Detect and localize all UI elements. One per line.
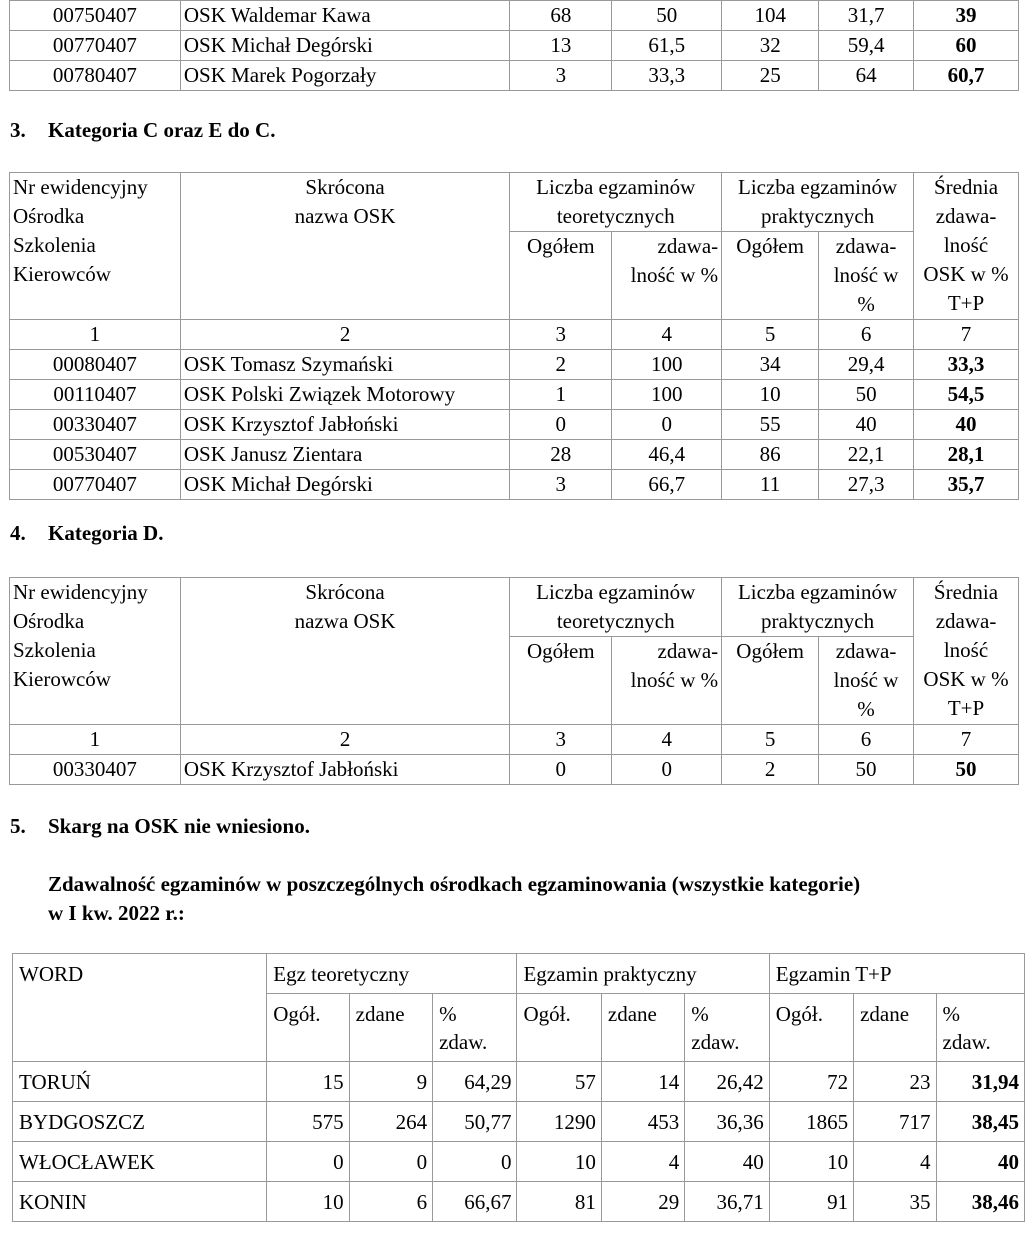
header-line: Średnia (933, 580, 999, 604)
practice-pass-rate-cell: 22,1 (819, 440, 914, 470)
header-line: Średnia (933, 175, 999, 199)
header-line: Kierowców (13, 262, 111, 286)
practice-total-cell: 55 (722, 410, 819, 440)
word-name-cell: KONIN (13, 1182, 267, 1222)
theory-passed-cell: 9 (349, 1062, 432, 1102)
registry-number-cell: 00330407 (10, 755, 181, 785)
theory-total-cell: 1 (510, 380, 612, 410)
word-name-cell: BYDGOSZCZ (13, 1102, 267, 1142)
header-line: % (942, 1002, 960, 1026)
osk-name-cell: OSK Tomasz Szymański (180, 350, 509, 380)
header-line: lność w % (630, 668, 719, 692)
header-practice-pass-rate (819, 232, 914, 320)
header-row (13, 954, 1025, 994)
table-row (10, 440, 1019, 470)
combined-passed-cell: 23 (854, 1062, 936, 1102)
table-row (13, 1102, 1025, 1142)
practice-pass-rate-cell: 50 (819, 755, 914, 785)
practice-total-cell: 86 (722, 440, 819, 470)
practice-total-cell: 32 (722, 31, 819, 61)
header-line: nazwa OSK (294, 609, 396, 633)
header-line: teoretycznych (556, 204, 675, 228)
practice-total-cell: 104 (722, 1, 819, 31)
header-line: zdawa- (657, 639, 719, 663)
header-row (10, 578, 1019, 637)
header-line: Kierowców (13, 667, 111, 691)
theory-total-cell: 28 (510, 440, 612, 470)
theory-pass-rate-cell: 50 (612, 1, 722, 31)
theory-total-cell: 0 (510, 410, 612, 440)
column-number-cell: 1 (10, 725, 181, 755)
theory-percent-cell: 66,67 (433, 1182, 517, 1222)
combined-percent-cell: 31,94 (936, 1062, 1025, 1102)
theory-total-cell: 3 (510, 470, 612, 500)
table-row (13, 1142, 1025, 1182)
osk-name-cell: OSK Krzysztof Jabłoński (180, 755, 509, 785)
combined-passed-cell: 4 (854, 1142, 936, 1182)
table-row (10, 470, 1019, 500)
header-theory-pass-rate (612, 232, 722, 320)
theory-total-cell: 68 (510, 1, 612, 31)
average-pass-rate-cell: 54,5 (914, 380, 1019, 410)
header-line: zdaw. (691, 1030, 740, 1054)
theory-total-cell: 2 (510, 350, 612, 380)
header-line: lność (943, 233, 989, 257)
word-name-cell: TORUŃ (13, 1062, 267, 1102)
header-total: Ogół. (267, 994, 349, 1062)
header-line: Liczba egzaminów (738, 175, 898, 199)
header-passed: zdane (854, 994, 936, 1062)
header-average-pass-rate (914, 173, 1019, 320)
osk-table-continued (9, 0, 1019, 91)
header-line: Liczba egzaminów (536, 580, 696, 604)
theory-passed-cell: 6 (349, 1182, 432, 1222)
theory-pass-rate-cell: 46,4 (612, 440, 722, 470)
practice-total-cell: 81 (517, 1182, 601, 1222)
header-theory-exams (510, 173, 722, 232)
column-number-cell: 4 (612, 725, 722, 755)
table-row (10, 31, 1019, 61)
word-pass-rate-table (12, 953, 1025, 1222)
theory-percent-cell: 50,77 (433, 1102, 517, 1142)
header-line: Szkolenia (13, 233, 96, 257)
header-passed: zdane (349, 994, 432, 1062)
practice-passed-cell: 29 (601, 1182, 684, 1222)
header-line: Skrócona (305, 580, 385, 604)
osk-name-cell: OSK Michał Degórski (180, 470, 509, 500)
category-d-table (9, 577, 1019, 785)
practice-total-cell: 2 (722, 755, 819, 785)
average-pass-rate-cell: 28,1 (914, 440, 1019, 470)
practice-total-cell: 10 (722, 380, 819, 410)
category-c-table (9, 172, 1019, 500)
section-4-heading: 4. Kategoria D. (10, 521, 164, 545)
combined-passed-cell: 35 (854, 1182, 936, 1222)
header-pass-percent (433, 994, 517, 1062)
header-line: OSK w % (923, 262, 1009, 286)
header-total: Ogół. (769, 994, 853, 1062)
column-number-cell: 7 (914, 725, 1019, 755)
header-line: Nr ewidencyjny (13, 580, 148, 604)
theory-pass-rate-cell: 100 (612, 380, 722, 410)
theory-total-cell: 15 (267, 1062, 349, 1102)
average-pass-rate-cell: 35,7 (914, 470, 1019, 500)
registry-number-cell: 00080407 (10, 350, 181, 380)
theory-total-cell: 10 (267, 1182, 349, 1222)
practice-percent-cell: 26,42 (685, 1062, 769, 1102)
practice-pass-rate-cell: 40 (819, 410, 914, 440)
practice-total-cell: 1290 (517, 1102, 601, 1142)
header-row (10, 173, 1019, 232)
average-pass-rate-cell: 39 (914, 1, 1019, 31)
combined-total-cell: 91 (769, 1182, 853, 1222)
header-line: % (691, 1002, 709, 1026)
theory-total-cell: 3 (510, 61, 612, 91)
header-combined-exam: Egzamin T+P (769, 954, 1024, 994)
header-line: zdawa- (835, 234, 897, 258)
header-line: lność w (833, 668, 899, 692)
column-number-cell: 4 (612, 320, 722, 350)
theory-percent-cell: 0 (433, 1142, 517, 1182)
header-line: Ośrodka (13, 204, 85, 228)
practice-pass-rate-cell: 29,4 (819, 350, 914, 380)
theory-percent-cell: 64,29 (433, 1062, 517, 1102)
header-practice-total: Ogółem (722, 637, 819, 725)
header-word: WORD (13, 954, 267, 1062)
header-line: praktycznych (761, 204, 875, 228)
theory-pass-rate-cell: 61,5 (612, 31, 722, 61)
registry-number-cell: 00110407 (10, 380, 181, 410)
header-line: praktycznych (761, 609, 875, 633)
combined-total-cell: 10 (769, 1142, 853, 1182)
practice-total-cell: 11 (722, 470, 819, 500)
header-line: teoretycznych (556, 609, 675, 633)
osk-name-cell: OSK Michał Degórski (180, 31, 510, 61)
header-line: zdawa- (935, 609, 997, 633)
combined-percent-cell: 40 (936, 1142, 1025, 1182)
table-row (10, 61, 1019, 91)
table-row (13, 1182, 1025, 1222)
column-number-cell: 5 (722, 320, 819, 350)
theory-pass-rate-cell: 33,3 (612, 61, 722, 91)
table-row (10, 755, 1019, 785)
registry-number-cell: 00750407 (10, 1, 181, 31)
column-number-cell: 2 (180, 725, 509, 755)
column-number-cell: 6 (819, 320, 914, 350)
column-number-row (10, 320, 1019, 350)
header-line: Liczba egzaminów (737, 580, 898, 604)
word-name-cell: WŁOCŁAWEK (13, 1142, 267, 1182)
header-theory-exams (510, 578, 722, 637)
column-number-row (10, 725, 1019, 755)
practice-passed-cell: 4 (601, 1142, 684, 1182)
header-line: zdaw. (942, 1030, 991, 1054)
header-passed: zdane (601, 994, 684, 1062)
theory-pass-rate-cell: 66,7 (612, 470, 722, 500)
header-line: % (439, 1002, 457, 1026)
practice-total-cell: 10 (517, 1142, 601, 1182)
header-osk-name (180, 578, 509, 725)
header-line: zdaw. (439, 1030, 488, 1054)
header-pass-percent (685, 994, 769, 1062)
practice-passed-cell: 453 (601, 1102, 684, 1142)
osk-name-cell: OSK Janusz Zientara (180, 440, 509, 470)
header-line: % (857, 697, 875, 721)
theory-pass-rate-cell: 0 (612, 410, 722, 440)
theory-passed-cell: 264 (349, 1102, 432, 1142)
section-6-heading: Zdawalność egzaminów w poszczególnych ośrodkach egzaminowania (wszystkie kategorie) w I kw. 2022 r.: (48, 872, 861, 925)
header-practice-exam: Egzamin praktyczny (517, 954, 769, 994)
header-line: zdawa- (935, 204, 997, 228)
practice-percent-cell: 40 (685, 1142, 769, 1182)
registry-number-cell: 00770407 (10, 31, 181, 61)
registry-number-cell: 00770407 (10, 470, 181, 500)
header-line: T+P (947, 291, 985, 315)
theory-passed-cell: 0 (349, 1142, 432, 1182)
header-practice-exams (722, 578, 914, 637)
theory-total-cell: 575 (267, 1102, 349, 1142)
section-5-heading: 5. Skarg na OSK nie wniesiono. (10, 814, 310, 838)
osk-name-cell: OSK Waldemar Kawa (180, 1, 510, 31)
header-practice-total: Ogółem (722, 232, 819, 320)
theory-pass-rate-cell: 100 (612, 350, 722, 380)
column-number-cell: 2 (180, 320, 509, 350)
average-pass-rate-cell: 60 (914, 31, 1019, 61)
header-line: lność (943, 638, 989, 662)
practice-total-cell: 57 (517, 1062, 601, 1102)
practice-passed-cell: 14 (601, 1062, 684, 1102)
theory-pass-rate-cell: 0 (612, 755, 722, 785)
column-number-cell: 6 (819, 725, 914, 755)
header-line: nazwa OSK (294, 204, 396, 228)
average-pass-rate-cell: 40 (914, 410, 1019, 440)
theory-total-cell: 0 (510, 755, 612, 785)
practice-percent-cell: 36,36 (685, 1102, 769, 1142)
practice-pass-rate-cell: 31,7 (819, 1, 914, 31)
header-line: T+P (947, 696, 985, 720)
table-row (13, 1062, 1025, 1102)
table-row (10, 410, 1019, 440)
practice-total-cell: 25 (722, 61, 819, 91)
header-registry-number (10, 578, 181, 725)
header-registry-number (10, 173, 181, 320)
table-row (10, 1, 1019, 31)
column-number-cell: 3 (510, 320, 612, 350)
header-practice-pass-rate (819, 637, 914, 725)
combined-passed-cell: 717 (854, 1102, 936, 1142)
table-row (10, 350, 1019, 380)
header-line: zdawa- (657, 234, 719, 258)
table-row (10, 380, 1019, 410)
osk-name-cell: OSK Krzysztof Jabłoński (180, 410, 509, 440)
header-theory-total: Ogółem (510, 232, 612, 320)
average-pass-rate-cell: 50 (914, 755, 1019, 785)
theory-total-cell: 13 (510, 31, 612, 61)
column-number-cell: 1 (10, 320, 181, 350)
header-line: Liczba egzaminów (536, 175, 696, 199)
column-number-cell: 7 (914, 320, 1019, 350)
practice-pass-rate-cell: 27,3 (819, 470, 914, 500)
combined-total-cell: 1865 (769, 1102, 853, 1142)
section-3-heading: 3. Kategoria C oraz E do C. (10, 118, 276, 142)
theory-total-cell: 0 (267, 1142, 349, 1182)
registry-number-cell: 00780407 (10, 61, 181, 91)
registry-number-cell: 00530407 (10, 440, 181, 470)
header-line: zdawa- (835, 639, 897, 663)
header-line: Skrócona (305, 175, 385, 199)
header-practice-exams (722, 173, 914, 232)
practice-pass-rate-cell: 50 (819, 380, 914, 410)
header-average-pass-rate (914, 578, 1019, 725)
combined-percent-cell: 38,46 (936, 1182, 1025, 1222)
header-pass-percent (936, 994, 1025, 1062)
column-number-cell: 5 (722, 725, 819, 755)
registry-number-cell: 00330407 (10, 410, 181, 440)
osk-name-cell: OSK Marek Pogorzały (180, 61, 510, 91)
combined-percent-cell: 38,45 (936, 1102, 1025, 1142)
header-line: lność w (833, 263, 899, 287)
header-line: % (857, 292, 875, 316)
header-total: Ogół. (517, 994, 601, 1062)
header-theory-pass-rate (612, 637, 722, 725)
column-number-cell: 3 (510, 725, 612, 755)
osk-name-cell: OSK Polski Związek Motorowy (180, 380, 509, 410)
practice-pass-rate-cell: 64 (819, 61, 914, 91)
header-theory-total: Ogółem (510, 637, 612, 725)
average-pass-rate-cell: 33,3 (914, 350, 1019, 380)
combined-total-cell: 72 (769, 1062, 853, 1102)
average-pass-rate-cell: 60,7 (914, 61, 1019, 91)
header-osk-name (180, 173, 509, 320)
header-line: Szkolenia (13, 638, 96, 662)
header-theory-exam: Egz teoretyczny (267, 954, 517, 994)
header-line: lność w % (630, 263, 719, 287)
practice-pass-rate-cell: 59,4 (819, 31, 914, 61)
practice-total-cell: 34 (722, 350, 819, 380)
practice-percent-cell: 36,71 (685, 1182, 769, 1222)
header-line: OSK w % (923, 667, 1009, 691)
header-line: Ośrodka (13, 609, 85, 633)
header-line: Nr ewidencyjny (13, 175, 148, 199)
